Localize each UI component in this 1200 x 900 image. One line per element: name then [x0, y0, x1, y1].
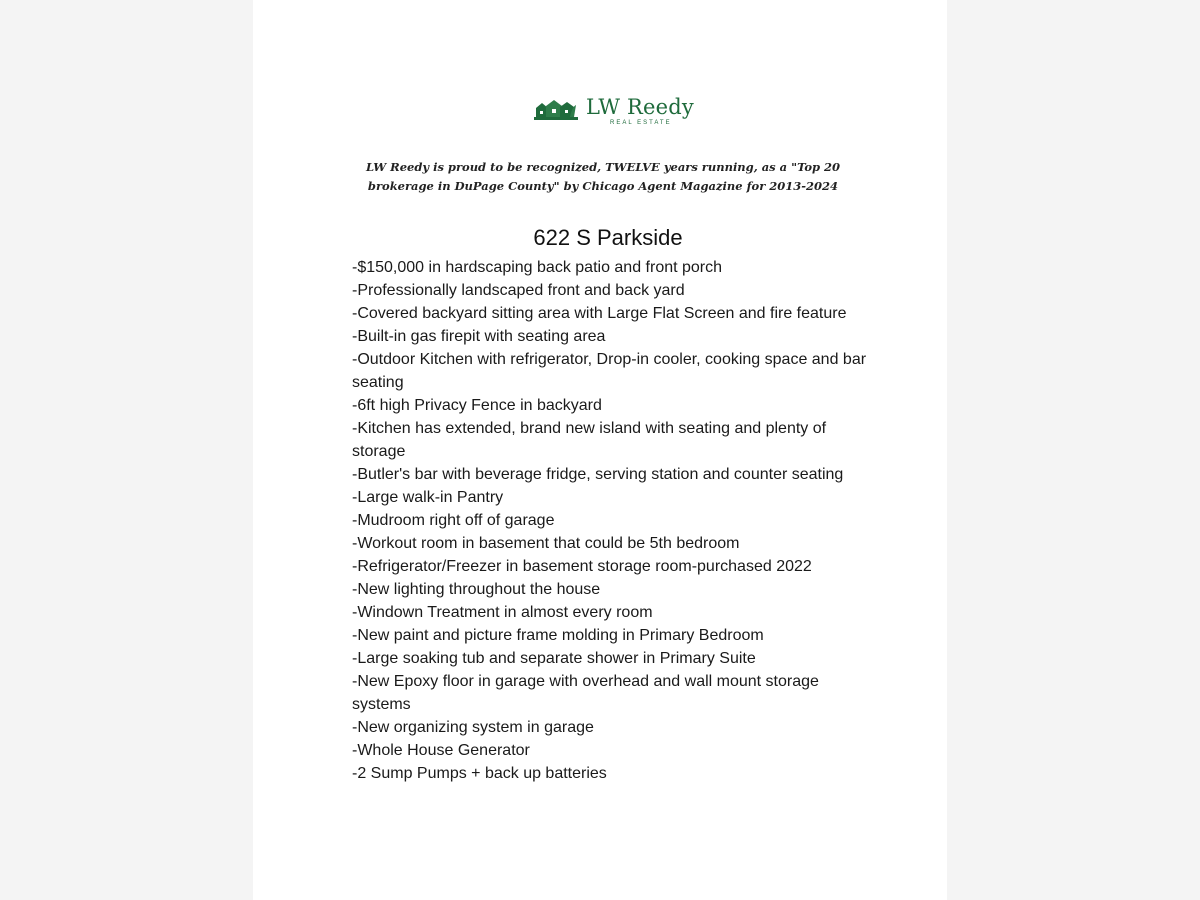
feature-item: -Refrigerator/Freezer in basement storage room-purchased 2022 [352, 558, 812, 575]
feature-item: -New paint and picture frame molding in Primary Bedroom [352, 627, 764, 644]
feature-item: -Large walk-in Pantry [352, 489, 504, 506]
feature-item: -New Epoxy floor in garage with overhead and wall mount storage systems [352, 673, 819, 713]
houses-logo-icon [534, 97, 578, 121]
feature-item: -2 Sump Pumps + back up batteries [352, 765, 607, 782]
feature-item: -Built-in gas firepit with seating area [352, 328, 606, 345]
feature-item: -New lighting throughout the house [352, 581, 601, 598]
logo-name: LW Reedy [586, 95, 694, 119]
feature-item: -Butler's bar with beverage fridge, serving station and counter seating [352, 466, 844, 483]
feature-item: -Covered backyard sitting area with Large Flat Screen and fire feature [352, 305, 847, 322]
feature-item: -Professionally landscaped front and back yard [352, 282, 685, 299]
document-page [253, 0, 947, 900]
feature-item: -Outdoor Kitchen with refrigerator, Drop-in cooler, cooking space and bar seating [352, 351, 867, 391]
property-title: 622 S Parkside [533, 225, 683, 250]
feature-item: -Kitchen has extended, brand new island with seating and plenty of storage [352, 420, 827, 460]
feature-item: -New organizing system in garage [352, 719, 594, 736]
feature-item: -Whole House Generator [352, 742, 530, 759]
logo-subtitle: REAL ESTATE [610, 120, 672, 126]
feature-list [352, 256, 872, 785]
feature-item: -Mudroom right off of garage [352, 512, 555, 529]
feature-item: -$150,000 in hardscaping back patio and front porch [352, 259, 723, 276]
feature-item: -6ft high Privacy Fence in backyard [352, 397, 602, 414]
company-logo [534, 95, 694, 131]
feature-item: -Windown Treatment in almost every room [352, 604, 653, 621]
recognition-tagline: LW Reedy is proud to be recognized, TWELVE years running, as a "Top 20 brokerage in DuPage County" by Chicago Agent Magazine for 2013-2024 [365, 160, 841, 193]
feature-item: -Workout room in basement that could be 5th bedroom [352, 535, 740, 552]
feature-item: -Large soaking tub and separate shower in Primary Suite [352, 650, 756, 667]
